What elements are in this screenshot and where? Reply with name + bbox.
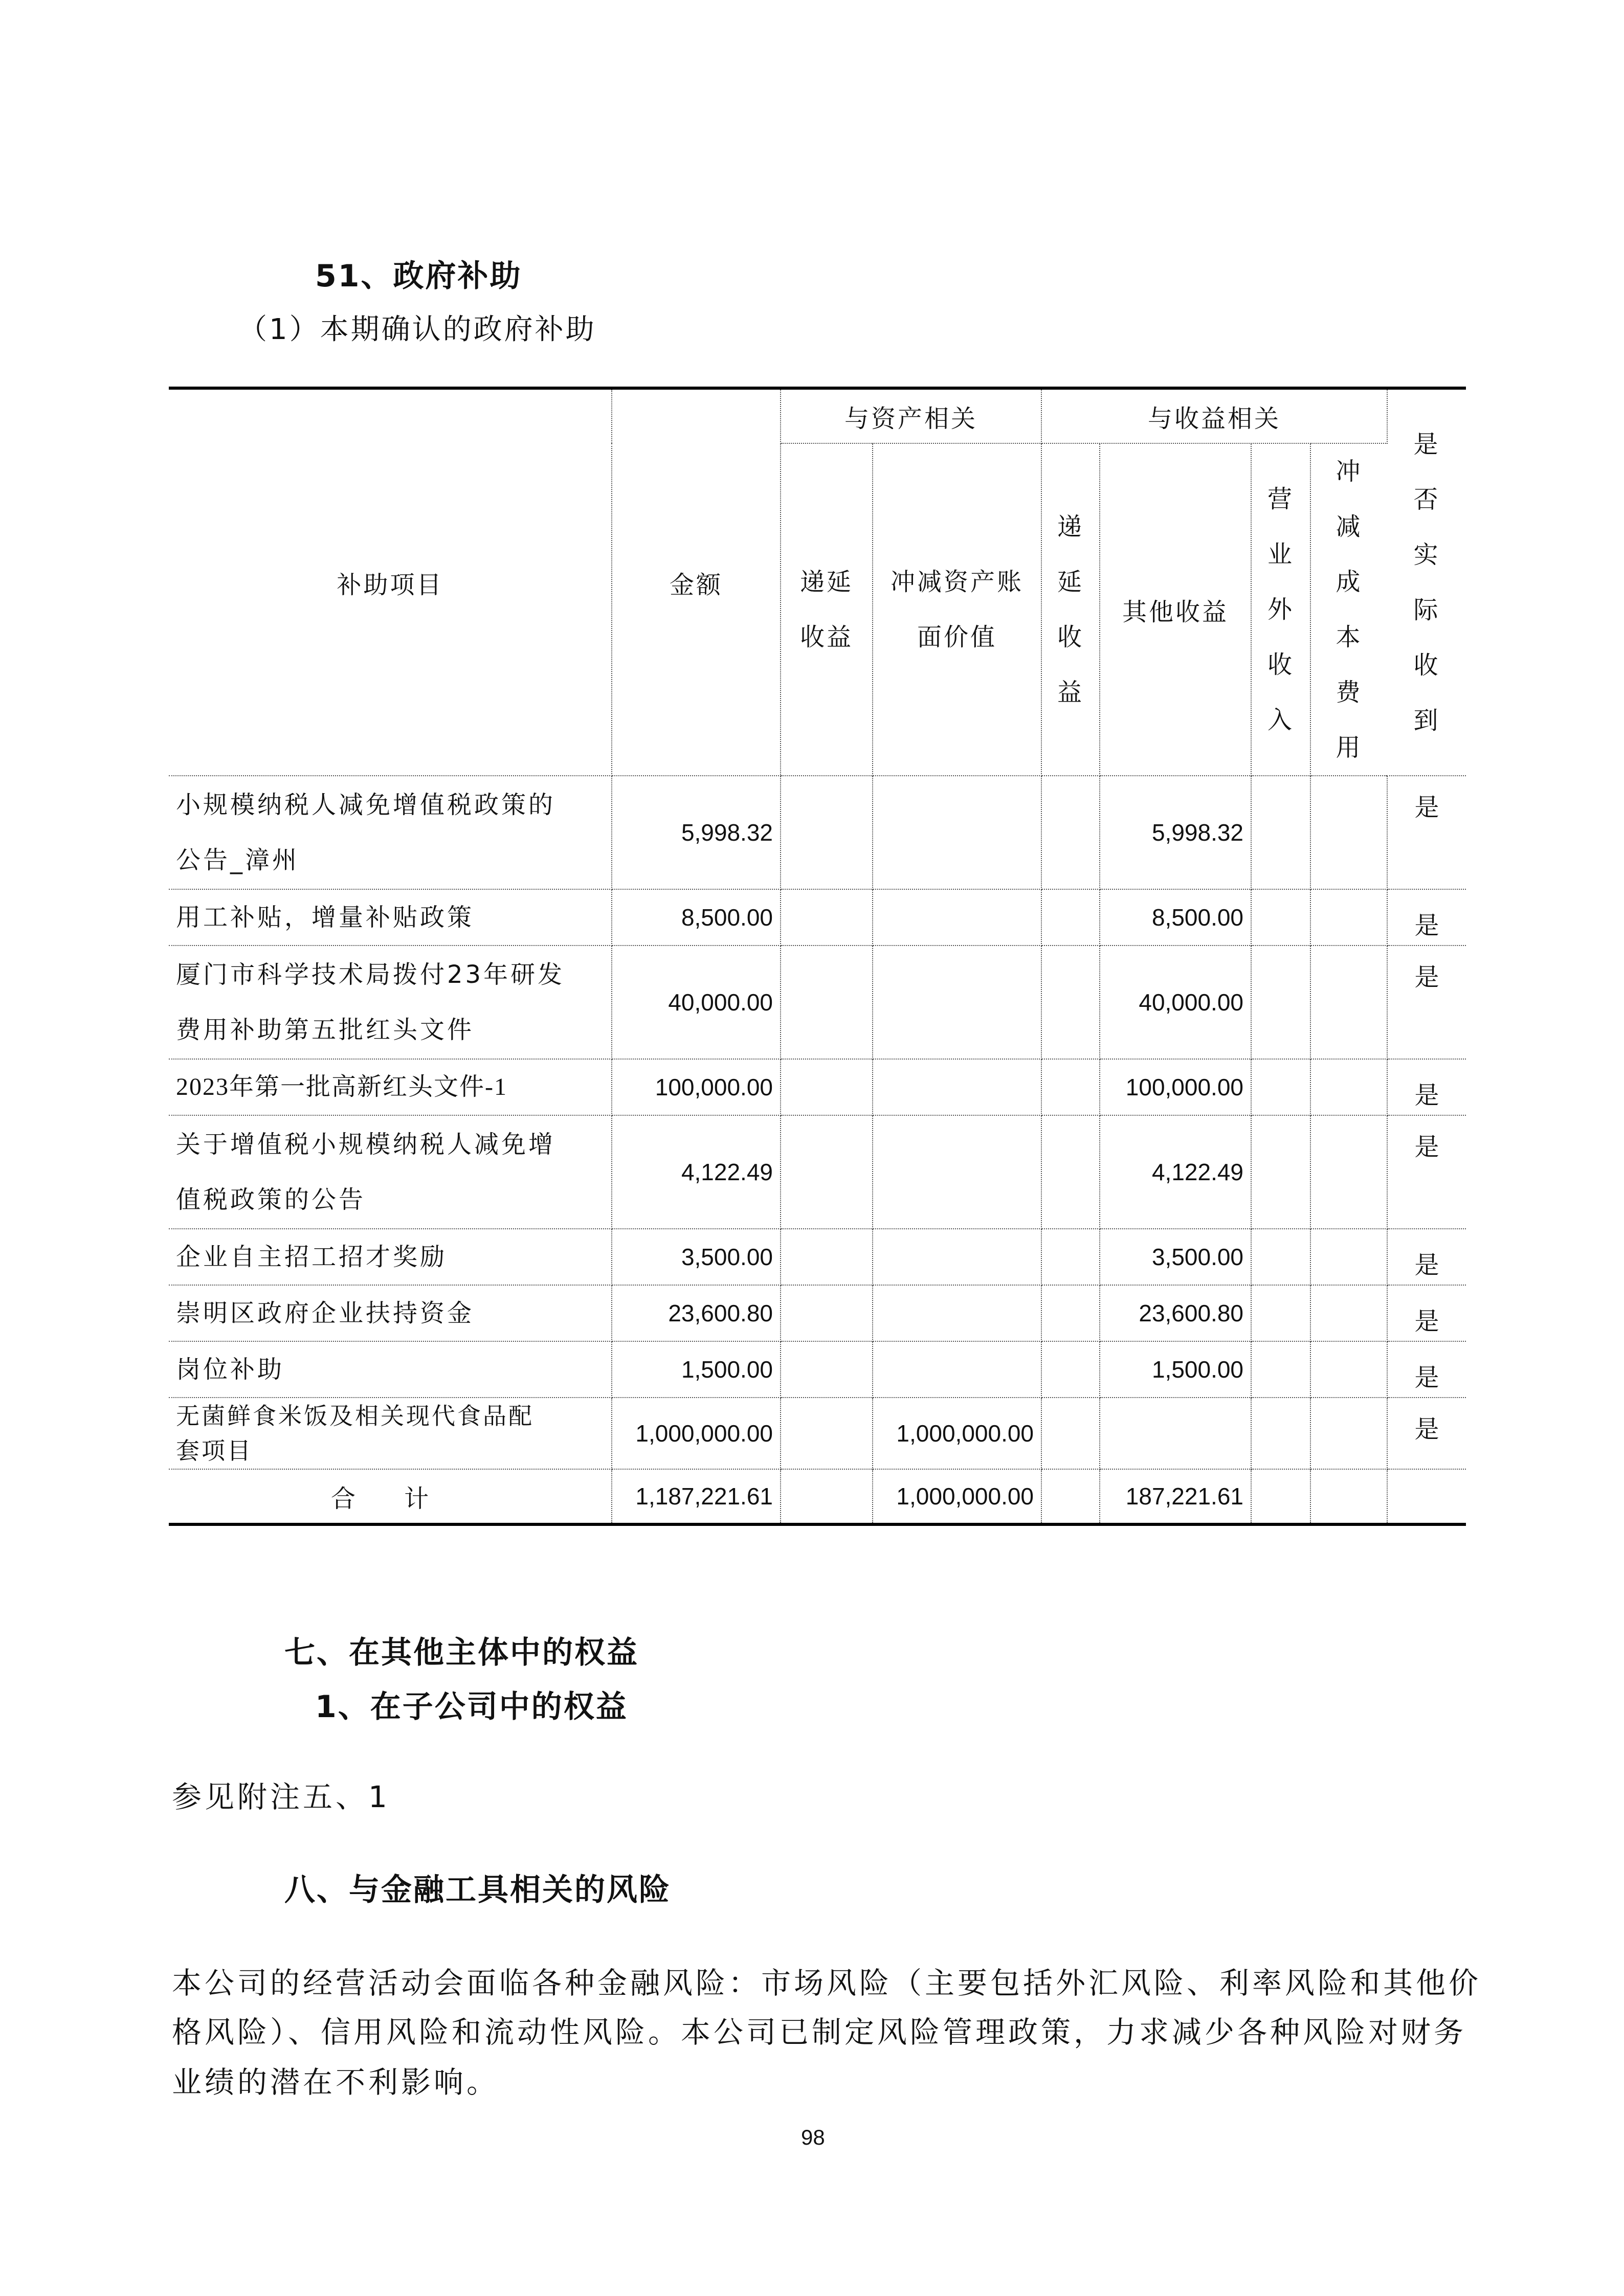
section7-title: 七、在其他主体中的权益 (284, 1635, 639, 1671)
page-number: 98 (801, 2125, 825, 2149)
subsection-title: （1）本期确认的政府补助 (238, 313, 596, 346)
row-other-income: 5,998.32 (1100, 776, 1251, 889)
row-amount: 1,000,000.00 (612, 1398, 781, 1469)
row-item: 岗位补助 (169, 1341, 612, 1398)
row-received: 是 (1387, 946, 1466, 1059)
header-income-related: 与收益相关 (1041, 388, 1387, 443)
row-amount: 4,122.49 (612, 1115, 781, 1229)
row-received: 是 (1387, 889, 1466, 946)
table-row (169, 1059, 1466, 1115)
header-other-income: 其他收益 (1100, 443, 1251, 776)
table-row (169, 1341, 1466, 1398)
row-other-income: 23,600.80 (1100, 1285, 1251, 1341)
table-row (169, 1398, 1466, 1469)
header-received: 是 否 实 际 收 到 (1387, 388, 1466, 776)
table-row (169, 889, 1466, 946)
row-item: 关于增值税小规模纳税人减免增 值税政策的公告 (169, 1115, 612, 1229)
row-amount: 3,500.00 (612, 1229, 781, 1285)
table-row (169, 1285, 1466, 1341)
row-received: 是 (1387, 1229, 1466, 1285)
row-other-income: 100,000.00 (1100, 1059, 1251, 1115)
section7-subtitle: 1、在子公司中的权益 (315, 1689, 628, 1725)
total-asset-offset: 1,000,000.00 (873, 1469, 1041, 1524)
row-amount: 1,500.00 (612, 1341, 781, 1398)
row-item: 小规模纳税人减免增值税政策的 公告_漳州 (169, 776, 612, 889)
row-amount: 23,600.80 (612, 1285, 781, 1341)
header-asset-related: 与资产相关 (781, 388, 1041, 443)
row-item: 用工补贴，增量补贴政策 (169, 889, 612, 946)
row-received: 是 (1387, 1398, 1466, 1469)
section8-line-2: 格风险）、信用风险和流动性风险。本公司已制定风险管理政策，力求减少各种风险对财务 (172, 2015, 1467, 2050)
row-item: 崇明区政府企业扶持资金 (169, 1285, 612, 1341)
row-amount: 5,998.32 (612, 776, 781, 889)
row-amount: 40,000.00 (612, 946, 781, 1059)
row-other-income: 4,122.49 (1100, 1115, 1251, 1229)
table-row (169, 1229, 1466, 1285)
row-asset-offset: 1,000,000.00 (873, 1398, 1041, 1469)
header-income-deferred: 递 延 收 益 (1041, 443, 1100, 776)
row-received: 是 (1387, 1059, 1466, 1115)
section8-title: 八、与金融工具相关的风险 (284, 1872, 671, 1908)
header-non-operating: 营 业 外 收 入 (1251, 443, 1310, 776)
total-row (169, 1469, 1466, 1524)
row-other-income: 1,500.00 (1100, 1341, 1251, 1398)
header-cost-offset: 冲 减 成 本 费 用 (1310, 443, 1387, 776)
header-asset-deferred: 递延 收益 (781, 443, 873, 776)
row-other-income: 8,500.00 (1100, 889, 1251, 946)
total-label: 合 计 (169, 1469, 612, 1524)
section8-line-1: 本公司的经营活动会面临各种金融风险：市场风险（主要包括外汇风险、利率风险和其他价 (172, 1966, 1482, 2000)
section-title: 51、政府补助 (315, 258, 522, 294)
table-row (169, 776, 1466, 889)
row-item: 企业自主招工招才奖励 (169, 1229, 612, 1285)
total-other-income: 187,221.61 (1100, 1469, 1251, 1524)
row-other-income: 40,000.00 (1100, 946, 1251, 1059)
section8-line-3: 业绩的潜在不利影响。 (172, 2065, 500, 2100)
government-subsidy-table (169, 387, 1466, 1526)
row-received: 是 (1387, 1341, 1466, 1398)
table-row (169, 1115, 1466, 1229)
row-received: 是 (1387, 1115, 1466, 1229)
header-row-group (169, 388, 1466, 443)
row-received: 是 (1387, 776, 1466, 889)
row-item: 厦门市科学技术局拨付23年研发 费用补助第五批红头文件 (169, 946, 612, 1059)
row-amount: 100,000.00 (612, 1059, 781, 1115)
header-item: 补助项目 (169, 388, 612, 776)
total-amount: 1,187,221.61 (612, 1469, 781, 1524)
row-item: 2023年第一批高新红头文件-1 (169, 1059, 612, 1115)
row-other-income: 3,500.00 (1100, 1229, 1251, 1285)
row-amount: 8,500.00 (612, 889, 781, 946)
row-received: 是 (1387, 1285, 1466, 1341)
row-item: 无菌鲜食米饭及相关现代食品配 套项目 (169, 1398, 612, 1469)
header-amount: 金额 (612, 388, 781, 776)
table-row (169, 946, 1466, 1059)
header-asset-offset: 冲减资产账 面价值 (873, 443, 1041, 776)
section7-text: 参见附注五、1 (172, 1780, 390, 1814)
